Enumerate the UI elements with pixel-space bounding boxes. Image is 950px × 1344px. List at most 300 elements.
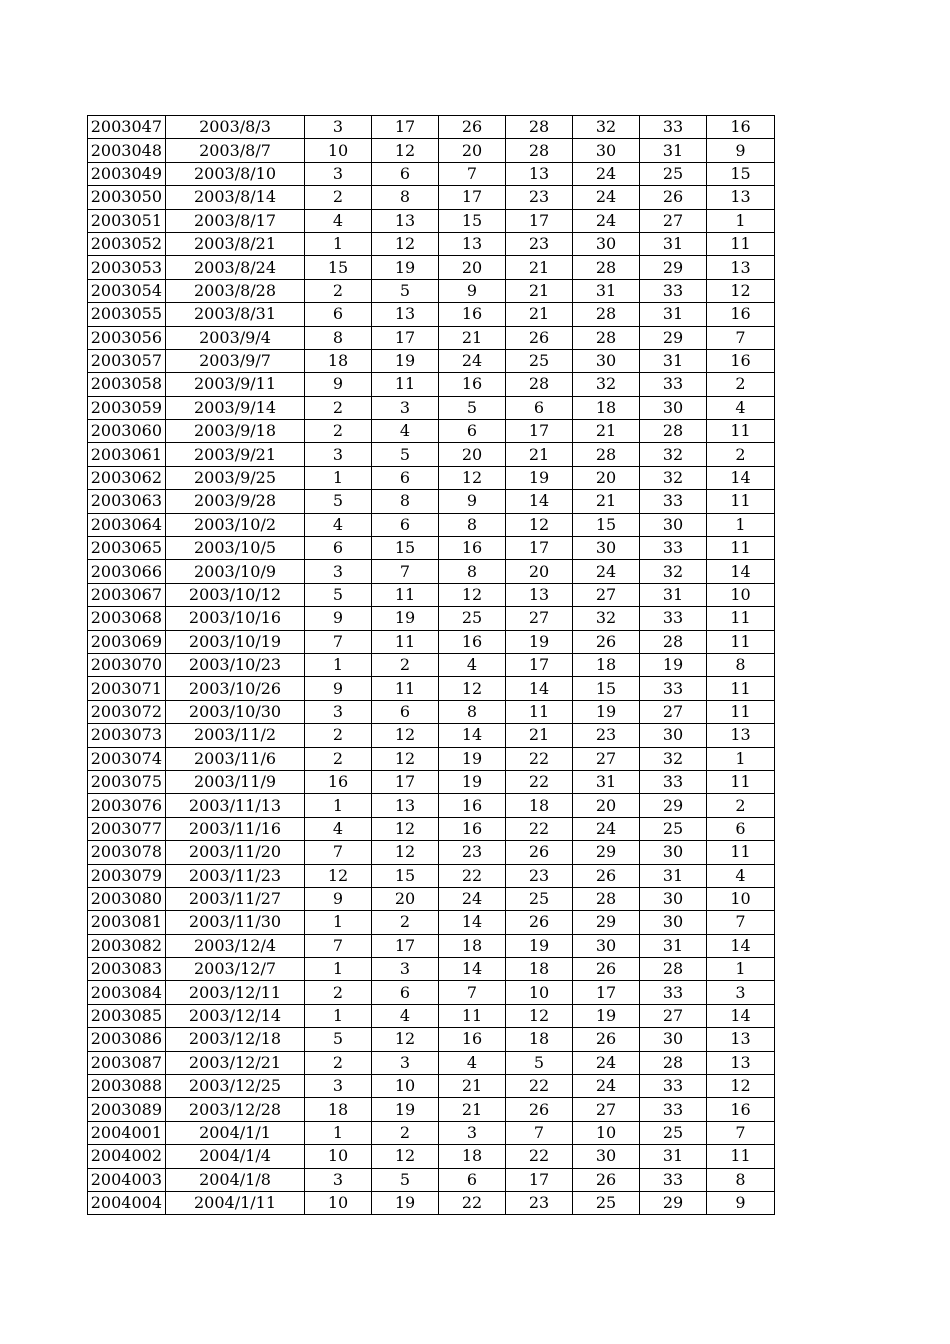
cell-draw-date: 2003/8/14 <box>166 186 305 209</box>
cell-ball-4: 14 <box>506 677 573 700</box>
cell-issue-number: 2003067 <box>88 583 166 606</box>
cell-ball-3: 16 <box>439 537 506 560</box>
cell-ball-4: 20 <box>506 560 573 583</box>
cell-bonus-ball: 14 <box>707 1004 775 1027</box>
cell-ball-5: 26 <box>573 630 640 653</box>
cell-ball-6: 31 <box>640 139 707 162</box>
cell-ball-3: 19 <box>439 747 506 770</box>
table-row <box>88 209 775 232</box>
cell-bonus-ball: 11 <box>707 490 775 513</box>
table-row <box>88 116 775 139</box>
cell-issue-number: 2004003 <box>88 1168 166 1191</box>
cell-draw-date: 2003/11/6 <box>166 747 305 770</box>
cell-ball-1: 9 <box>305 373 372 396</box>
table-row <box>88 958 775 981</box>
cell-draw-date: 2003/10/30 <box>166 700 305 723</box>
cell-bonus-ball: 13 <box>707 1051 775 1074</box>
cell-ball-6: 30 <box>640 911 707 934</box>
cell-issue-number: 2003068 <box>88 607 166 630</box>
cell-ball-3: 11 <box>439 1004 506 1027</box>
cell-ball-2: 3 <box>372 1051 439 1074</box>
cell-bonus-ball: 1 <box>707 513 775 536</box>
cell-draw-date: 2003/9/7 <box>166 349 305 372</box>
cell-ball-3: 18 <box>439 934 506 957</box>
cell-ball-2: 10 <box>372 1075 439 1098</box>
cell-draw-date: 2003/9/4 <box>166 326 305 349</box>
cell-ball-5: 25 <box>573 1191 640 1214</box>
cell-issue-number: 2003088 <box>88 1075 166 1098</box>
table-row <box>88 162 775 185</box>
cell-issue-number: 2003057 <box>88 349 166 372</box>
table-row <box>88 326 775 349</box>
cell-ball-5: 24 <box>573 186 640 209</box>
cell-ball-4: 13 <box>506 162 573 185</box>
cell-ball-6: 25 <box>640 1121 707 1144</box>
cell-issue-number: 2003073 <box>88 724 166 747</box>
cell-ball-6: 29 <box>640 256 707 279</box>
cell-ball-5: 31 <box>573 279 640 302</box>
cell-ball-1: 2 <box>305 420 372 443</box>
cell-ball-1: 2 <box>305 1051 372 1074</box>
cell-draw-date: 2004/1/4 <box>166 1145 305 1168</box>
table-row <box>88 700 775 723</box>
table-row <box>88 1191 775 1214</box>
cell-ball-2: 8 <box>372 490 439 513</box>
cell-ball-3: 23 <box>439 841 506 864</box>
cell-ball-2: 15 <box>372 537 439 560</box>
cell-ball-3: 9 <box>439 490 506 513</box>
cell-bonus-ball: 7 <box>707 1121 775 1144</box>
cell-ball-1: 4 <box>305 817 372 840</box>
cell-ball-6: 26 <box>640 186 707 209</box>
cell-draw-date: 2004/1/8 <box>166 1168 305 1191</box>
cell-ball-2: 6 <box>372 466 439 489</box>
cell-bonus-ball: 13 <box>707 724 775 747</box>
cell-bonus-ball: 4 <box>707 396 775 419</box>
cell-ball-4: 19 <box>506 630 573 653</box>
cell-bonus-ball: 16 <box>707 349 775 372</box>
cell-ball-4: 23 <box>506 864 573 887</box>
cell-draw-date: 2003/11/2 <box>166 724 305 747</box>
cell-bonus-ball: 11 <box>707 677 775 700</box>
cell-ball-6: 33 <box>640 677 707 700</box>
cell-ball-2: 3 <box>372 396 439 419</box>
table-row <box>88 794 775 817</box>
cell-ball-5: 26 <box>573 1168 640 1191</box>
cell-issue-number: 2003075 <box>88 770 166 793</box>
cell-ball-1: 1 <box>305 1004 372 1027</box>
cell-ball-4: 26 <box>506 326 573 349</box>
cell-bonus-ball: 11 <box>707 770 775 793</box>
cell-issue-number: 2003059 <box>88 396 166 419</box>
cell-ball-2: 11 <box>372 583 439 606</box>
cell-ball-6: 33 <box>640 981 707 1004</box>
table-row <box>88 303 775 326</box>
cell-bonus-ball: 9 <box>707 139 775 162</box>
cell-ball-4: 17 <box>506 209 573 232</box>
cell-ball-3: 9 <box>439 279 506 302</box>
cell-bonus-ball: 9 <box>707 1191 775 1214</box>
cell-ball-6: 33 <box>640 279 707 302</box>
cell-ball-2: 6 <box>372 700 439 723</box>
cell-ball-1: 2 <box>305 724 372 747</box>
cell-ball-2: 12 <box>372 1145 439 1168</box>
cell-ball-5: 21 <box>573 490 640 513</box>
cell-ball-5: 15 <box>573 677 640 700</box>
cell-ball-2: 2 <box>372 911 439 934</box>
cell-ball-1: 18 <box>305 1098 372 1121</box>
cell-draw-date: 2004/1/11 <box>166 1191 305 1214</box>
cell-ball-2: 12 <box>372 747 439 770</box>
cell-ball-3: 21 <box>439 1098 506 1121</box>
cell-ball-2: 5 <box>372 1168 439 1191</box>
cell-ball-2: 17 <box>372 116 439 139</box>
cell-ball-3: 16 <box>439 373 506 396</box>
cell-bonus-ball: 2 <box>707 443 775 466</box>
table-row <box>88 256 775 279</box>
cell-ball-5: 28 <box>573 443 640 466</box>
table-row <box>88 887 775 910</box>
cell-bonus-ball: 11 <box>707 232 775 255</box>
cell-ball-4: 17 <box>506 537 573 560</box>
cell-issue-number: 2003056 <box>88 326 166 349</box>
cell-bonus-ball: 13 <box>707 186 775 209</box>
table-row <box>88 1028 775 1051</box>
cell-ball-6: 32 <box>640 443 707 466</box>
cell-ball-1: 2 <box>305 186 372 209</box>
cell-bonus-ball: 13 <box>707 256 775 279</box>
cell-ball-4: 28 <box>506 139 573 162</box>
cell-ball-2: 6 <box>372 162 439 185</box>
cell-ball-4: 19 <box>506 934 573 957</box>
cell-ball-3: 25 <box>439 607 506 630</box>
cell-ball-4: 11 <box>506 700 573 723</box>
cell-draw-date: 2003/8/17 <box>166 209 305 232</box>
cell-ball-5: 28 <box>573 303 640 326</box>
cell-ball-2: 4 <box>372 1004 439 1027</box>
cell-ball-3: 16 <box>439 1028 506 1051</box>
table-row <box>88 349 775 372</box>
draw-results-table <box>87 115 775 1215</box>
table-row <box>88 373 775 396</box>
cell-ball-4: 22 <box>506 747 573 770</box>
cell-draw-date: 2003/9/28 <box>166 490 305 513</box>
cell-bonus-ball: 11 <box>707 420 775 443</box>
cell-ball-5: 19 <box>573 1004 640 1027</box>
cell-ball-1: 12 <box>305 864 372 887</box>
cell-ball-2: 8 <box>372 186 439 209</box>
cell-ball-2: 6 <box>372 513 439 536</box>
cell-draw-date: 2003/8/3 <box>166 116 305 139</box>
cell-ball-1: 18 <box>305 349 372 372</box>
cell-ball-5: 30 <box>573 139 640 162</box>
cell-ball-5: 20 <box>573 794 640 817</box>
cell-ball-2: 11 <box>372 630 439 653</box>
cell-ball-2: 11 <box>372 677 439 700</box>
cell-ball-4: 18 <box>506 958 573 981</box>
cell-draw-date: 2003/9/25 <box>166 466 305 489</box>
cell-issue-number: 2003066 <box>88 560 166 583</box>
cell-draw-date: 2003/12/21 <box>166 1051 305 1074</box>
cell-issue-number: 2004004 <box>88 1191 166 1214</box>
cell-issue-number: 2003078 <box>88 841 166 864</box>
cell-ball-2: 2 <box>372 1121 439 1144</box>
cell-ball-6: 33 <box>640 1075 707 1098</box>
cell-ball-5: 26 <box>573 864 640 887</box>
cell-ball-1: 3 <box>305 116 372 139</box>
cell-bonus-ball: 4 <box>707 864 775 887</box>
cell-ball-4: 21 <box>506 279 573 302</box>
cell-bonus-ball: 15 <box>707 162 775 185</box>
table-row <box>88 583 775 606</box>
cell-bonus-ball: 14 <box>707 466 775 489</box>
cell-ball-3: 13 <box>439 232 506 255</box>
cell-bonus-ball: 13 <box>707 1028 775 1051</box>
cell-issue-number: 2003071 <box>88 677 166 700</box>
cell-issue-number: 2003049 <box>88 162 166 185</box>
cell-draw-date: 2003/12/11 <box>166 981 305 1004</box>
cell-ball-5: 28 <box>573 326 640 349</box>
cell-ball-5: 30 <box>573 934 640 957</box>
cell-ball-6: 30 <box>640 1028 707 1051</box>
cell-draw-date: 2003/8/21 <box>166 232 305 255</box>
cell-draw-date: 2003/12/14 <box>166 1004 305 1027</box>
cell-ball-3: 8 <box>439 560 506 583</box>
cell-bonus-ball: 11 <box>707 630 775 653</box>
cell-bonus-ball: 16 <box>707 116 775 139</box>
cell-ball-6: 31 <box>640 1145 707 1168</box>
cell-ball-1: 3 <box>305 162 372 185</box>
cell-ball-3: 5 <box>439 396 506 419</box>
cell-ball-6: 33 <box>640 607 707 630</box>
cell-ball-3: 22 <box>439 864 506 887</box>
cell-ball-2: 13 <box>372 209 439 232</box>
cell-bonus-ball: 10 <box>707 887 775 910</box>
cell-issue-number: 2003089 <box>88 1098 166 1121</box>
cell-draw-date: 2003/12/28 <box>166 1098 305 1121</box>
cell-ball-6: 25 <box>640 162 707 185</box>
cell-bonus-ball: 11 <box>707 607 775 630</box>
cell-ball-6: 33 <box>640 373 707 396</box>
cell-ball-4: 22 <box>506 817 573 840</box>
cell-ball-4: 22 <box>506 1075 573 1098</box>
cell-ball-5: 30 <box>573 537 640 560</box>
table-row <box>88 1145 775 1168</box>
cell-ball-4: 21 <box>506 303 573 326</box>
cell-ball-5: 30 <box>573 349 640 372</box>
cell-ball-6: 32 <box>640 560 707 583</box>
cell-ball-4: 18 <box>506 794 573 817</box>
table-row <box>88 630 775 653</box>
cell-draw-date: 2003/10/5 <box>166 537 305 560</box>
cell-ball-3: 17 <box>439 186 506 209</box>
cell-ball-2: 4 <box>372 420 439 443</box>
cell-ball-2: 12 <box>372 841 439 864</box>
cell-issue-number: 2003064 <box>88 513 166 536</box>
cell-ball-4: 28 <box>506 116 573 139</box>
cell-ball-2: 12 <box>372 232 439 255</box>
cell-draw-date: 2003/8/31 <box>166 303 305 326</box>
table-row <box>88 677 775 700</box>
cell-issue-number: 2003054 <box>88 279 166 302</box>
cell-ball-2: 7 <box>372 560 439 583</box>
cell-ball-2: 6 <box>372 981 439 1004</box>
cell-issue-number: 2003082 <box>88 934 166 957</box>
cell-ball-5: 27 <box>573 1098 640 1121</box>
cell-ball-2: 17 <box>372 934 439 957</box>
cell-issue-number: 2003055 <box>88 303 166 326</box>
cell-ball-4: 21 <box>506 443 573 466</box>
cell-ball-5: 26 <box>573 958 640 981</box>
cell-ball-6: 33 <box>640 1098 707 1121</box>
cell-ball-1: 1 <box>305 232 372 255</box>
cell-ball-1: 1 <box>305 653 372 676</box>
cell-ball-4: 17 <box>506 1168 573 1191</box>
cell-draw-date: 2003/10/9 <box>166 560 305 583</box>
cell-ball-6: 31 <box>640 349 707 372</box>
cell-draw-date: 2003/12/18 <box>166 1028 305 1051</box>
table-body <box>88 116 775 1215</box>
cell-ball-3: 7 <box>439 162 506 185</box>
cell-ball-4: 27 <box>506 607 573 630</box>
cell-issue-number: 2003087 <box>88 1051 166 1074</box>
cell-bonus-ball: 10 <box>707 583 775 606</box>
cell-ball-5: 32 <box>573 607 640 630</box>
cell-ball-5: 24 <box>573 1051 640 1074</box>
cell-ball-4: 25 <box>506 349 573 372</box>
cell-ball-1: 7 <box>305 841 372 864</box>
cell-issue-number: 2003072 <box>88 700 166 723</box>
cell-ball-4: 26 <box>506 1098 573 1121</box>
cell-ball-5: 29 <box>573 911 640 934</box>
cell-ball-1: 3 <box>305 1075 372 1098</box>
cell-ball-6: 33 <box>640 770 707 793</box>
cell-issue-number: 2003065 <box>88 537 166 560</box>
cell-ball-1: 3 <box>305 560 372 583</box>
cell-ball-1: 3 <box>305 700 372 723</box>
cell-ball-5: 10 <box>573 1121 640 1144</box>
cell-ball-5: 23 <box>573 724 640 747</box>
cell-issue-number: 2003077 <box>88 817 166 840</box>
cell-ball-3: 6 <box>439 1168 506 1191</box>
cell-ball-2: 11 <box>372 373 439 396</box>
cell-ball-5: 30 <box>573 232 640 255</box>
cell-issue-number: 2003069 <box>88 630 166 653</box>
cell-ball-2: 20 <box>372 887 439 910</box>
table-row <box>88 279 775 302</box>
cell-draw-date: 2003/11/27 <box>166 887 305 910</box>
cell-bonus-ball: 12 <box>707 279 775 302</box>
cell-ball-3: 24 <box>439 887 506 910</box>
cell-draw-date: 2003/8/28 <box>166 279 305 302</box>
cell-bonus-ball: 7 <box>707 326 775 349</box>
cell-draw-date: 2003/10/23 <box>166 653 305 676</box>
table-row <box>88 420 775 443</box>
cell-ball-6: 33 <box>640 1168 707 1191</box>
cell-ball-3: 7 <box>439 981 506 1004</box>
table-row <box>88 232 775 255</box>
cell-ball-3: 26 <box>439 116 506 139</box>
cell-issue-number: 2003070 <box>88 653 166 676</box>
cell-issue-number: 2003063 <box>88 490 166 513</box>
cell-ball-4: 5 <box>506 1051 573 1074</box>
cell-ball-2: 19 <box>372 1191 439 1214</box>
cell-ball-2: 12 <box>372 1028 439 1051</box>
cell-ball-6: 30 <box>640 841 707 864</box>
cell-ball-3: 12 <box>439 583 506 606</box>
table-row <box>88 911 775 934</box>
cell-ball-4: 26 <box>506 911 573 934</box>
cell-ball-5: 28 <box>573 256 640 279</box>
cell-ball-5: 21 <box>573 420 640 443</box>
cell-ball-3: 19 <box>439 770 506 793</box>
cell-ball-2: 3 <box>372 958 439 981</box>
cell-ball-6: 28 <box>640 630 707 653</box>
cell-ball-4: 6 <box>506 396 573 419</box>
cell-ball-1: 1 <box>305 911 372 934</box>
cell-ball-5: 17 <box>573 981 640 1004</box>
table-row <box>88 186 775 209</box>
cell-ball-3: 8 <box>439 513 506 536</box>
cell-draw-date: 2003/10/19 <box>166 630 305 653</box>
cell-ball-5: 28 <box>573 887 640 910</box>
cell-draw-date: 2003/11/20 <box>166 841 305 864</box>
cell-bonus-ball: 3 <box>707 981 775 1004</box>
cell-issue-number: 2003058 <box>88 373 166 396</box>
cell-ball-2: 5 <box>372 279 439 302</box>
table-row <box>88 466 775 489</box>
cell-ball-3: 12 <box>439 466 506 489</box>
cell-ball-2: 15 <box>372 864 439 887</box>
cell-ball-5: 24 <box>573 817 640 840</box>
cell-ball-3: 16 <box>439 303 506 326</box>
table-row <box>88 817 775 840</box>
cell-draw-date: 2003/8/10 <box>166 162 305 185</box>
cell-draw-date: 2003/9/11 <box>166 373 305 396</box>
cell-draw-date: 2003/9/18 <box>166 420 305 443</box>
table-row <box>88 1168 775 1191</box>
cell-ball-4: 28 <box>506 373 573 396</box>
cell-bonus-ball: 14 <box>707 560 775 583</box>
cell-bonus-ball: 1 <box>707 958 775 981</box>
cell-issue-number: 2003051 <box>88 209 166 232</box>
cell-ball-4: 17 <box>506 653 573 676</box>
cell-bonus-ball: 6 <box>707 817 775 840</box>
cell-draw-date: 2003/10/2 <box>166 513 305 536</box>
cell-ball-6: 31 <box>640 864 707 887</box>
cell-ball-1: 2 <box>305 396 372 419</box>
cell-ball-6: 31 <box>640 934 707 957</box>
cell-ball-3: 18 <box>439 1145 506 1168</box>
cell-draw-date: 2003/11/23 <box>166 864 305 887</box>
cell-ball-2: 13 <box>372 303 439 326</box>
cell-ball-1: 2 <box>305 747 372 770</box>
cell-ball-3: 21 <box>439 1075 506 1098</box>
cell-bonus-ball: 1 <box>707 747 775 770</box>
cell-bonus-ball: 11 <box>707 537 775 560</box>
cell-ball-6: 31 <box>640 303 707 326</box>
cell-ball-5: 26 <box>573 1028 640 1051</box>
cell-ball-3: 15 <box>439 209 506 232</box>
cell-ball-2: 17 <box>372 326 439 349</box>
cell-ball-6: 33 <box>640 116 707 139</box>
cell-issue-number: 2003047 <box>88 116 166 139</box>
cell-ball-6: 28 <box>640 420 707 443</box>
cell-draw-date: 2003/11/30 <box>166 911 305 934</box>
cell-ball-1: 6 <box>305 537 372 560</box>
cell-bonus-ball: 16 <box>707 303 775 326</box>
cell-ball-6: 31 <box>640 583 707 606</box>
